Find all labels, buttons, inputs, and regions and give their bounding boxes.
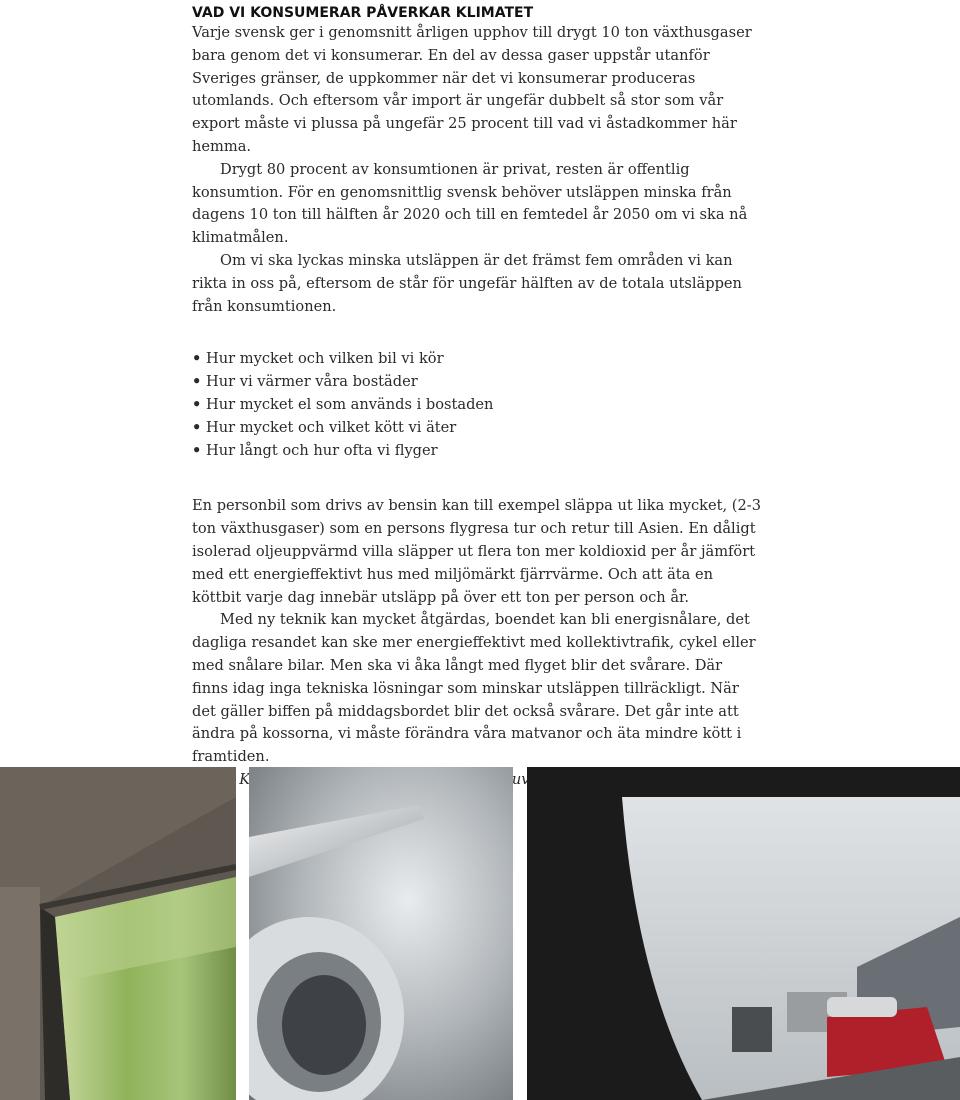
side-mirror-illustration [527, 767, 960, 1100]
train-window-photo [0, 767, 236, 1100]
list-item [192, 371, 762, 394]
list-item [192, 348, 762, 371]
bullet-icon: • [192, 373, 202, 391]
bullet-icon: • [192, 418, 202, 436]
private-share-paragraph: Drygt 80 procent av konsumtionen är privat, resten är offentlig konsumtion. För en genomsnittlig svensk behöver utsläppen minska från dagens 10 ton till hälften år 2020 och till en femtedel år 2050 om vi ska nå klimatmålen. [192, 160, 748, 247]
list-item-text: Hur långt och hur ofta vi flyger [206, 441, 438, 459]
bullet-icon: • [192, 395, 202, 413]
side-mirror-traffic-photo [527, 767, 960, 1100]
article-heading: VAD VI KONSUMERAR PÅVERKAR KLIMATET [192, 5, 534, 21]
list-item [192, 440, 762, 463]
technology-paragraph: Med ny teknik kan mycket åtgärdas, boendet kan bli energisnålare, det dagliga resandet kan ske mer energieffektivt med kollektivtrafik, cykel eller med snålare bilar. Men ska vi åka långt med flyget blir det svårare. Där finns idag inga tekniska lösningar som minskar utsläppen tillräckligt. När det gäller biffen på middagsbordet blir det också svårare. Det går inte att ändra på kossorna, vi måste förändra våra matvanor och äta mindre kött i framtiden. [192, 611, 756, 766]
intro-paragraph: Varje svensk ger i genomsnitt årligen upphov till drygt 10 ton växthusgaser bara genom det vi konsumerar. En del av dessa gaser uppstår utanför Sveriges gränser, de uppkommer när det vi konsumerar produceras utomlands. Och eftersom vår import är ungefär dubbelt så stor som vår export måste vi plussa på ungefär 25 procent till vad vi åstadkommer här hemma. [192, 24, 752, 155]
airplane-engine-illustration [249, 767, 513, 1100]
train-window-illustration [0, 767, 236, 1100]
article [192, 4, 762, 792]
list-item-text: Hur mycket och vilken bil vi kör [206, 350, 444, 368]
bullet-icon: • [192, 441, 202, 459]
emission-areas-list [192, 348, 762, 462]
airplane-engine-photo [249, 767, 513, 1100]
list-item [192, 417, 762, 440]
five-areas-paragraph: Om vi ska lyckas minska utsläppen är det främst fem områden vi kan rikta in oss på, eftersom de står för ungefär hälften av de totala utsläppen från konsumtionen. [192, 251, 742, 315]
bullet-icon: • [192, 350, 202, 368]
list-item [192, 394, 762, 417]
examples-paragraph: En personbil som drivs av bensin kan till exempel släppa ut lika mycket, (2-3 ton växthusgaser) som en persons flygresa tur och retur till Asien. En dåligt isolerad oljeuppvärmd villa släpper ut flera ton mer koldioxid per år jämfört med ett energieffektivt hus med miljömärkt fjärrvärme. Och att äta en köttbit varje dag innebär utsläpp på över ett ton per person och år. [192, 497, 761, 606]
list-item-text: Hur mycket och vilket kött vi äter [206, 418, 457, 436]
list-item-text: Hur vi värmer våra bostäder [206, 373, 418, 391]
list-item-text: Hur mycket el som används i bostaden [206, 395, 494, 413]
